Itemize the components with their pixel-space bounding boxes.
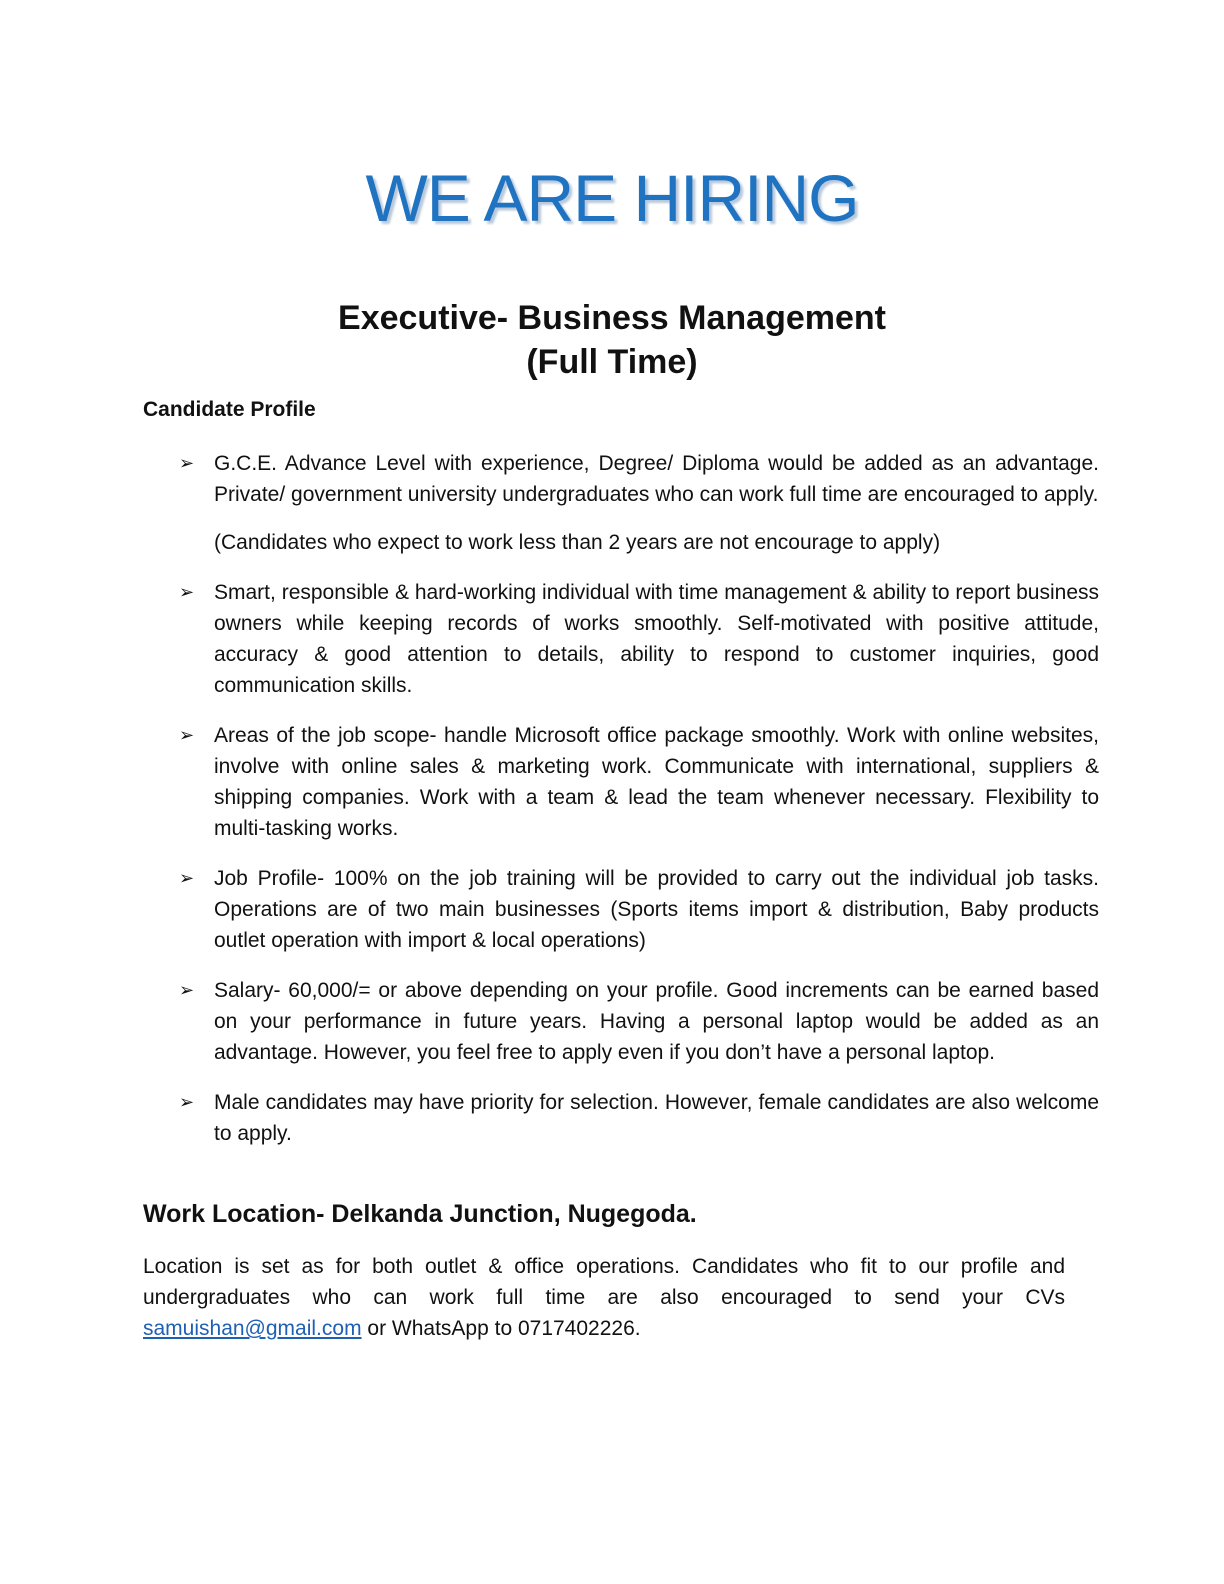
list-item-note: (Candidates who expect to work less than 2 years are not encourage to apply) <box>214 531 941 554</box>
arrow-bullet-icon: ➢ <box>179 453 195 474</box>
arrow-bullet-icon: ➢ <box>179 868 195 889</box>
closing-text-after: or WhatsApp to 0717402226. <box>361 1317 641 1340</box>
list-item-text: Smart, responsible & hard-working individual with time management & ability to report business owners while keeping records of works smoothly. Self-motivated with positive attitude, accuracy & good attention to details, ability to respond to customer inquiries, good communication skills. <box>214 581 1099 697</box>
list-item <box>143 720 1099 844</box>
list-item <box>143 577 1099 701</box>
email-link[interactable]: samuishan@gmail.com <box>143 1317 362 1340</box>
list-item <box>143 448 1099 558</box>
arrow-bullet-icon: ➢ <box>179 582 195 603</box>
job-title-line-2: (Full Time) <box>526 343 698 381</box>
list-item-text: Areas of the job scope- handle Microsoft office package smoothly. Work with online websites, involve with online sales & marketing work. Communicate with international, suppliers & shipping companies. Work with a team & lead the team whenever necessary. Flexibility to multi-tasking works. <box>214 724 1099 840</box>
closing-text-before: Location is set as for both outlet & office operations. Candidates who fit to our profile and undergraduates who can work full time are also encouraged to send your CVs <box>143 1255 1065 1309</box>
arrow-bullet-icon: ➢ <box>179 1092 195 1113</box>
list-item-text: Salary- 60,000/= or above depending on your profile. Good increments can be earned based on your performance in future years. Having a personal laptop would be added as an advantage. However, you feel free to apply even if you don’t have a personal laptop. <box>214 979 1099 1064</box>
arrow-bullet-icon: ➢ <box>179 725 195 746</box>
work-location-heading: Work Location- Delkanda Junction, Nugegoda. <box>143 1200 697 1228</box>
job-title <box>0 296 1224 384</box>
candidate-profile-list <box>143 448 1099 1168</box>
candidate-profile-heading: Candidate Profile <box>143 398 316 421</box>
list-item <box>143 975 1099 1068</box>
list-item-text: Male candidates may have priority for selection. However, female candidates are also welcome to apply. <box>214 1091 1099 1145</box>
arrow-bullet-icon: ➢ <box>179 980 195 1001</box>
list-item-text: G.C.E. Advance Level with experience, Degree/ Diploma would be added as an advantage. Private/ government university undergraduates who can work full time are encouraged to apply. <box>214 452 1099 506</box>
list-item <box>143 1087 1099 1149</box>
list-item-text: Job Profile- 100% on the job training will be provided to carry out the individual job tasks. Operations are of two main businesses (Sports items import & distribution, Baby products outlet operation with import & local operations) <box>214 867 1099 952</box>
closing-paragraph <box>143 1251 1065 1344</box>
list-item <box>143 863 1099 956</box>
hiring-banner: WE ARE HIRING <box>365 161 859 235</box>
job-title-line-1: Executive- Business Management <box>338 299 886 337</box>
